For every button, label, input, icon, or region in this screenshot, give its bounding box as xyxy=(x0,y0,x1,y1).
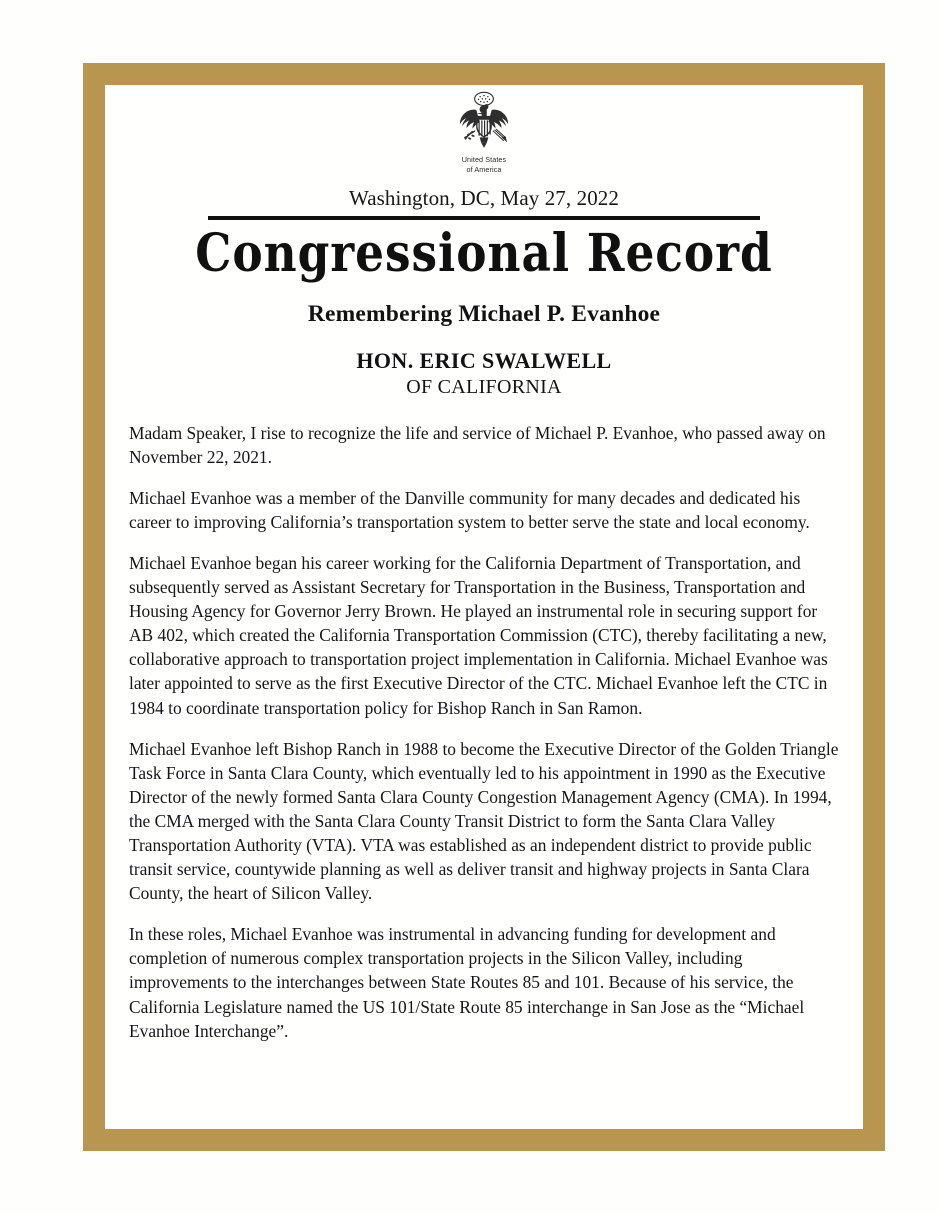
seal-caption-line-2: of America xyxy=(466,164,502,174)
document-page-inner xyxy=(105,85,863,1129)
gold-certificate-border xyxy=(83,63,885,1151)
seal-caption xyxy=(105,155,863,174)
masthead xyxy=(105,85,863,283)
body-paragraph: Madam Speaker, I rise to recognize the life and service of Michael P. Evanhoe, who passed away on November 22, 2021. xyxy=(129,422,826,467)
masthead-divider-rule xyxy=(208,216,760,220)
body-paragraph: Michael Evanhoe began his career working for the California Department of Transportation, and subsequently served as Assistant Secretary for Transportation in the Business, Transportation and Housing Agency for Governor Jerry Brown. He played an instrumental role in securing support for AB 402, which created the California Transportation Commission (CTC), thereby facilitating a new, collaborative approach to transportation project implementation in California. Michael Evanhoe was later appointed to serve as the first Executive Director of the CTC. Michael Evanhoe left the CTC in 1984 to coordinate transportation policy for Bishop Ranch in San Ramon. xyxy=(129,552,828,718)
great-seal-of-the-united-states-icon xyxy=(105,91,863,153)
body-paragraph: In these roles, Michael Evanhoe was instrumental in advancing funding for development and completion of numerous complex transportation projects in the Silicon Valley, including improvements to the interchanges between State Routes 85 and 101. Because of his service, the California Legislature named the US 101/State Route 85 interchange in San Jose as the “Michael Evanhoe Interchange”. xyxy=(129,924,805,1041)
publication-title: Congressional Record xyxy=(195,223,773,285)
dateline: Washington, DC, May 27, 2022 xyxy=(348,186,620,211)
speaker-name: HON. ERIC SWALWELL xyxy=(356,347,612,373)
body-paragraph: Michael Evanhoe was a member of the Danville community for many decades and dedicated his career to improving California’s transportation system to better serve the state and local economy. xyxy=(129,487,810,532)
speaker-state: OF CALIFORNIA xyxy=(406,375,562,398)
tribute-body xyxy=(129,421,839,1043)
seal-caption-line-1: United States xyxy=(461,155,507,164)
tribute-title: Remembering Michael P. Evanhoe xyxy=(307,300,661,327)
body-paragraph: Michael Evanhoe left Bishop Ranch in 1988 to become the Executive Director of the Golden Triangle Task Force in Santa Clara County, which eventually led to his appointment in 1990 as the Executive Director of the newly formed Santa Clara County Congestion Management Agency (CMA). In 1994, the CMA merged with the Santa Clara County Transit District to form the Santa Clara Valley Transportation Authority (VTA). VTA was established as an independent district to provide public transit service, countywide planning as well as deliver transit and highway projects in Santa Clara County, the heart of Silicon Valley. xyxy=(129,738,839,904)
